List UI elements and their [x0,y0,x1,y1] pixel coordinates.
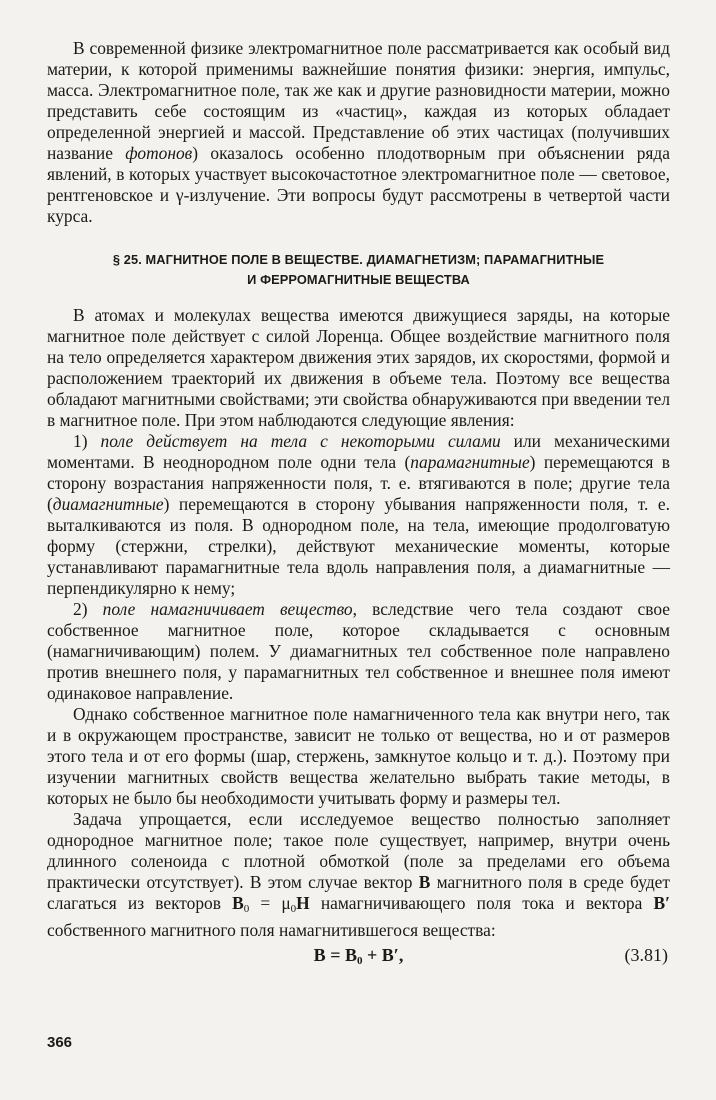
item1-text-c: ) перемещаются в сторону убывания напряженности поля, т. е. выталкиваются из поля. В однородном поле, на тела, имеющие продолговатую форму (стержни, стрелки), действуют механические моменты, которые устанавливают парамагнитные тела вдоль направления поля, а диамагнитные — перпендикулярно к нему; [47,494,670,598]
equation-3-81 [47,943,670,970]
page-number: 366 [47,1034,73,1051]
item1-text-b: ) перемещаются в сторону возрастания напряженности поля, т. е. втягиваются в поле; другие тела ( [47,452,671,514]
vector-B0: B [232,893,244,913]
body-paragraph-2: Однако собственное магнитное поле намагниченного тела как внутри него, так и в окружающем пространстве, зависит не только от вещества, но и от размеров этого тела и от его формы (шар, стержень, замкнутое кольцо и т. д.). Поэтому при изучении магнитных свойств вещества желательно выбрать такие методы, в которых не было бы необходимости учитывать форму и размеры тел. [47,704,670,808]
item1-prefix: 1) [73,431,101,451]
intro-text-b: ) оказалось особенно плодотворным при объяснении ряда явлений, в которых участвует высокочастотное электромагнитное поле — световое, рентгеновское и γ-излучение. Эти вопросы будут рассмотрены в четвертой части курса. [47,143,670,226]
list-item-2 [47,599,670,704]
formula-equals: = [325,945,345,965]
intro-paragraph [47,38,670,227]
p3-text-d: собственного магнитного поля намагнитившегося вещества: [47,920,496,940]
p3-text-a: Задача упрощается, если исследуемое вещество полностью заполняет однородное магнитное поле; такое поле существует, например, внутри очень длинного соленоида с плотной обмоткой (поле за пределами его объема практически отсутствует). В этом случае вектор [47,809,670,892]
formula-B: B [313,945,326,965]
p3-text-c: намагничивающего поля тока и вектора [309,893,654,913]
intro-text-a: В современной физике электромагнитное поле рассматривается как особый вид материи, к которой применимы важнейшие понятия физики: энергия, импульс, масса. Электромагнитное поле, так же как и другие разновидности материи, можно представить себе состоящим из «частиц», каждая из которых обладает определенной энергией и массой. Представление об этих частицах (получивших название [47,38,670,163]
formula-comma: , [398,945,404,965]
item2-prefix: 2) [73,599,103,619]
term-diamagnetic: диамагнитные [52,494,164,514]
body-paragraph-3 [47,809,670,941]
vector-H: H [296,893,310,913]
item1-italic: поле действует на тела с некоторыми силами [100,431,501,451]
equation-number: (3.81) [624,945,668,965]
vector-B: B [418,872,431,892]
list-item-1 [47,431,670,599]
p3-text-b: магнитного поля в среде будет слагаться из векторов [47,872,670,913]
formula-sub0: 0 [356,955,363,967]
subscript-mu0: 0 [290,903,297,915]
section-heading [47,250,670,290]
page-content [47,38,670,970]
formula-B0: B [344,945,357,965]
subscript-0: 0 [243,903,250,915]
vector-B-prime: B′ [653,893,671,913]
term-photons: фотонов [125,143,193,163]
item1-text-a: или механическими моментами. В неоднородном поле одни тела ( [47,431,671,472]
section-heading-line1: § 25. МАГНИТНОЕ ПОЛЕ В ВЕЩЕСТВЕ. ДИАМАГНЕТИЗМ; ПАРАМАГНИТНЫЕ [112,252,605,267]
body-paragraph-1: В атомах и молекулах вещества имеются движущиеся заряды, на которые магнитное поле действует с силой Лоренца. Общее воздействие магнитного поля на тело определяется характером движения этих зарядов, их скоростями, формой и расположением траекторий их движения в объеме тела. Поэтому все вещества обладают магнитными свойствами; эти свойства обнаруживаются при введении тел в магнитное поле. При этом наблюдаются следующие явления: [47,305,670,430]
formula-expression [47,945,670,967]
p3-eq: = μ [249,893,291,913]
section-heading-line2: И ФЕРРОМАГНИТНЫЕ ВЕЩЕСТВА [247,272,470,287]
formula-Bprime: B′ [381,945,399,965]
formula-plus: + [362,945,382,965]
term-paramagnetic: парамагнитные [410,452,530,472]
item2-italic: поле намагничивает вещество [102,599,353,619]
item2-text-a: , вследствие чего тела создают свое собственное магнитное поле, которое складывается с основным (намагничивающим) полем. У диамагнитных тел собственное поле направлено против внешнего поля, у парамагнитных тел собственное и внешнее поля имеют одинаковое направление. [47,599,670,703]
